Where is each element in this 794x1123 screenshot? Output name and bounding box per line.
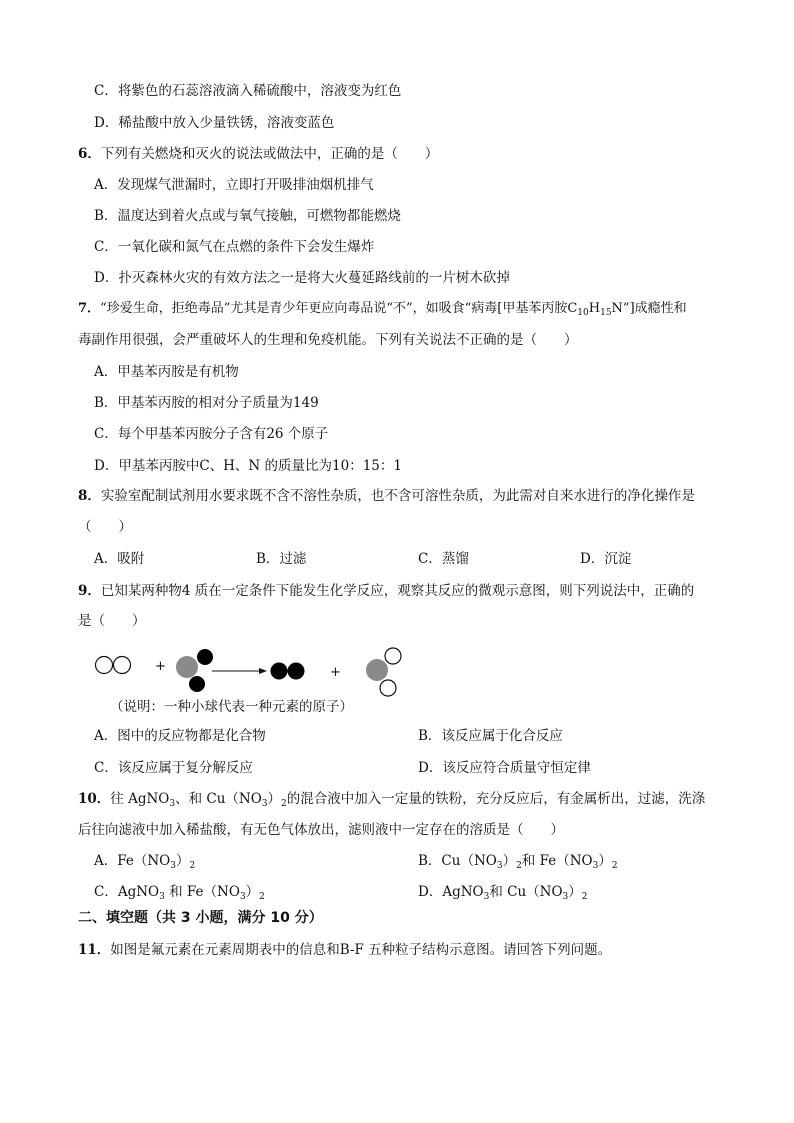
q9-option-d: D．该反应符合质量守恒定律 <box>418 760 591 776</box>
q10-stem-a: 往 AgNO <box>110 791 170 807</box>
q7-number: 7． <box>78 301 101 316</box>
q6-option-a: A．发现煤气泄漏时，立即打开吸排油烟机排气 <box>94 177 374 193</box>
q8-option-d: D．沉淀 <box>580 551 632 567</box>
q10-stem-d: 的混合液中加入一定量的铁粉，充分反应后，有金属析出，过滤，洗涤 <box>286 791 706 807</box>
white-atom <box>380 680 396 696</box>
q7-option-d: D．甲基苯丙胺中C、H、N 的质量比为10：15：1 <box>94 458 402 474</box>
subscript: 2 <box>516 861 522 871</box>
section-heading: 二、填空题（共 3 小题，满分 10 分） <box>78 910 323 926</box>
q6-option-d: D．扑灭森林火灾的有效方法之一是将大火蔓延路线前的一片树木砍掉 <box>94 270 510 286</box>
q10-stem-c: ） <box>267 791 282 807</box>
q9-number: 9． <box>78 583 101 599</box>
option-text: ） <box>598 853 612 869</box>
grey-atom <box>176 656 198 678</box>
subscript: 2 <box>611 861 618 871</box>
q6-stem-text: 下列有关燃烧和灭火的说法或做法中，正确的是（ ） <box>100 146 439 162</box>
q10-stem-b: 、和 Cu（NO <box>175 791 262 807</box>
option-text: B．Cu（NO <box>418 853 497 869</box>
q8-option-a: A．吸附 <box>94 551 145 567</box>
subscript: 3 <box>592 861 599 871</box>
white-atom <box>96 657 113 674</box>
plus-sign: + <box>330 665 341 680</box>
q7-formula-n: N <box>611 301 623 316</box>
subscript: 2 <box>189 861 196 871</box>
q9-diagram-note: （说明：一种小球代表一种元素的原子） <box>110 699 353 715</box>
option-text: C．AgNO <box>94 884 160 900</box>
white-atom <box>385 648 401 664</box>
q5-option-c: C．将紫色的石蕊溶液滴入稀硫酸中，溶液变为红色 <box>94 83 402 99</box>
black-atom <box>271 663 288 680</box>
q9-option-b: B．该反应属于化合反应 <box>418 728 563 744</box>
q8-option-c: C．蒸馏 <box>418 551 469 567</box>
subscript: 3 <box>562 892 569 902</box>
q7-formula-h: H <box>588 301 601 316</box>
q11-stem-text: 如图是氟元素在元素周期表中的信息和B-F 五种粒子结构示意图。请回答下列问题。 <box>110 942 612 958</box>
subscript: 3 <box>239 892 246 902</box>
q9-option-a: A．图中的反应物都是化合物 <box>94 728 266 744</box>
q7-option-c: C．每个甲基苯丙胺分子含有26 个原子 <box>94 426 329 442</box>
subscript: 3 <box>159 892 165 902</box>
q8-stem-line2: （ ） <box>78 519 132 535</box>
subscript: 2 <box>259 892 265 902</box>
q8-number: 8． <box>78 488 101 504</box>
q9-stem-line2: 是（ ） <box>78 613 146 629</box>
q7-option-b: B．甲基苯丙胺的相对分子质量为149 <box>94 395 319 411</box>
option-text: 和 Fe（NO <box>521 853 593 869</box>
q10-number: 10． <box>78 791 111 807</box>
option-text: A．Fe（NO <box>94 853 171 869</box>
option-text: 和 Fe（NO <box>164 884 240 900</box>
q9-option-c: C．该反应属于复分解反应 <box>94 760 253 776</box>
q6-option-c: C．一氧化碳和氮气在点燃的条件下会发生爆炸 <box>94 239 375 255</box>
q7-stem-text-b: ”]成瘾性和 <box>622 301 687 316</box>
q7-stem-text-a: “珍爱生命，拒绝毒品”尤其是青少年更应向毒品说“不”，如吸食“病毒[甲基苯丙胺C <box>100 301 578 316</box>
q9-stem-text: 已知某两种物4 质在一定条件下能发生化学反应，观察其反应的微观示意图，则下列说法中，正确的 <box>100 583 695 599</box>
subscript: 2 <box>581 892 588 902</box>
black-atom <box>288 663 305 680</box>
plus-sign: + <box>155 659 166 674</box>
q8-stem-text: 实验室配制试剂用水要求既不含不溶性杂质，也不含可溶性杂质，为此需对自来水进行的净化操作是 <box>100 488 695 504</box>
q6-number: 6． <box>78 146 101 162</box>
q6-option-b: B．温度达到着火点或与氧气接触，可燃物都能燃烧 <box>94 208 401 224</box>
option-text: 和 Cu（NO <box>489 884 563 900</box>
option-text: ） <box>502 853 517 869</box>
q10-stem-line1 <box>78 789 705 809</box>
option-text: ） <box>245 884 260 900</box>
q5-option-d: D．稀盐酸中放入少量铁锈，溶液变蓝色 <box>94 115 335 131</box>
q10-option-b <box>418 851 618 871</box>
subscript: 2 <box>281 799 287 809</box>
option-text: D．AgNO <box>418 884 484 900</box>
subscript: 3 <box>169 799 176 809</box>
q7-option-a: A．甲基苯丙胺是有机物 <box>94 364 239 380</box>
q7-formula-sub-15: 15 <box>600 308 612 318</box>
black-atom <box>197 649 213 665</box>
q10-option-a <box>94 851 195 871</box>
white-atom <box>114 657 131 674</box>
q11-stem <box>78 940 611 960</box>
subscript: 3 <box>496 861 503 871</box>
q10-stem-line2: 后往向滤液中加入稀盐酸，有无色气体放出，滤则液中一定存在的溶质是（ ） <box>78 822 564 838</box>
arrow-head <box>259 668 267 674</box>
black-atom <box>189 676 205 692</box>
grey-atom <box>366 659 388 681</box>
q11-number: 11． <box>78 942 111 958</box>
q7-stem-line2: 毒副作用很强，会严重破坏人的生理和免疫机能。下列有关说法不正确的是（ ） <box>78 332 578 348</box>
q7-formula-sub-10: 10 <box>577 308 589 318</box>
option-text: ） <box>568 884 582 900</box>
subscript: 3 <box>261 799 268 809</box>
q8-option-b: B．过滤 <box>256 551 307 567</box>
subscript: 3 <box>483 892 490 902</box>
option-text: ） <box>175 853 190 869</box>
q10-option-c <box>94 882 265 902</box>
q10-option-d <box>418 882 588 902</box>
subscript: 3 <box>170 861 176 871</box>
